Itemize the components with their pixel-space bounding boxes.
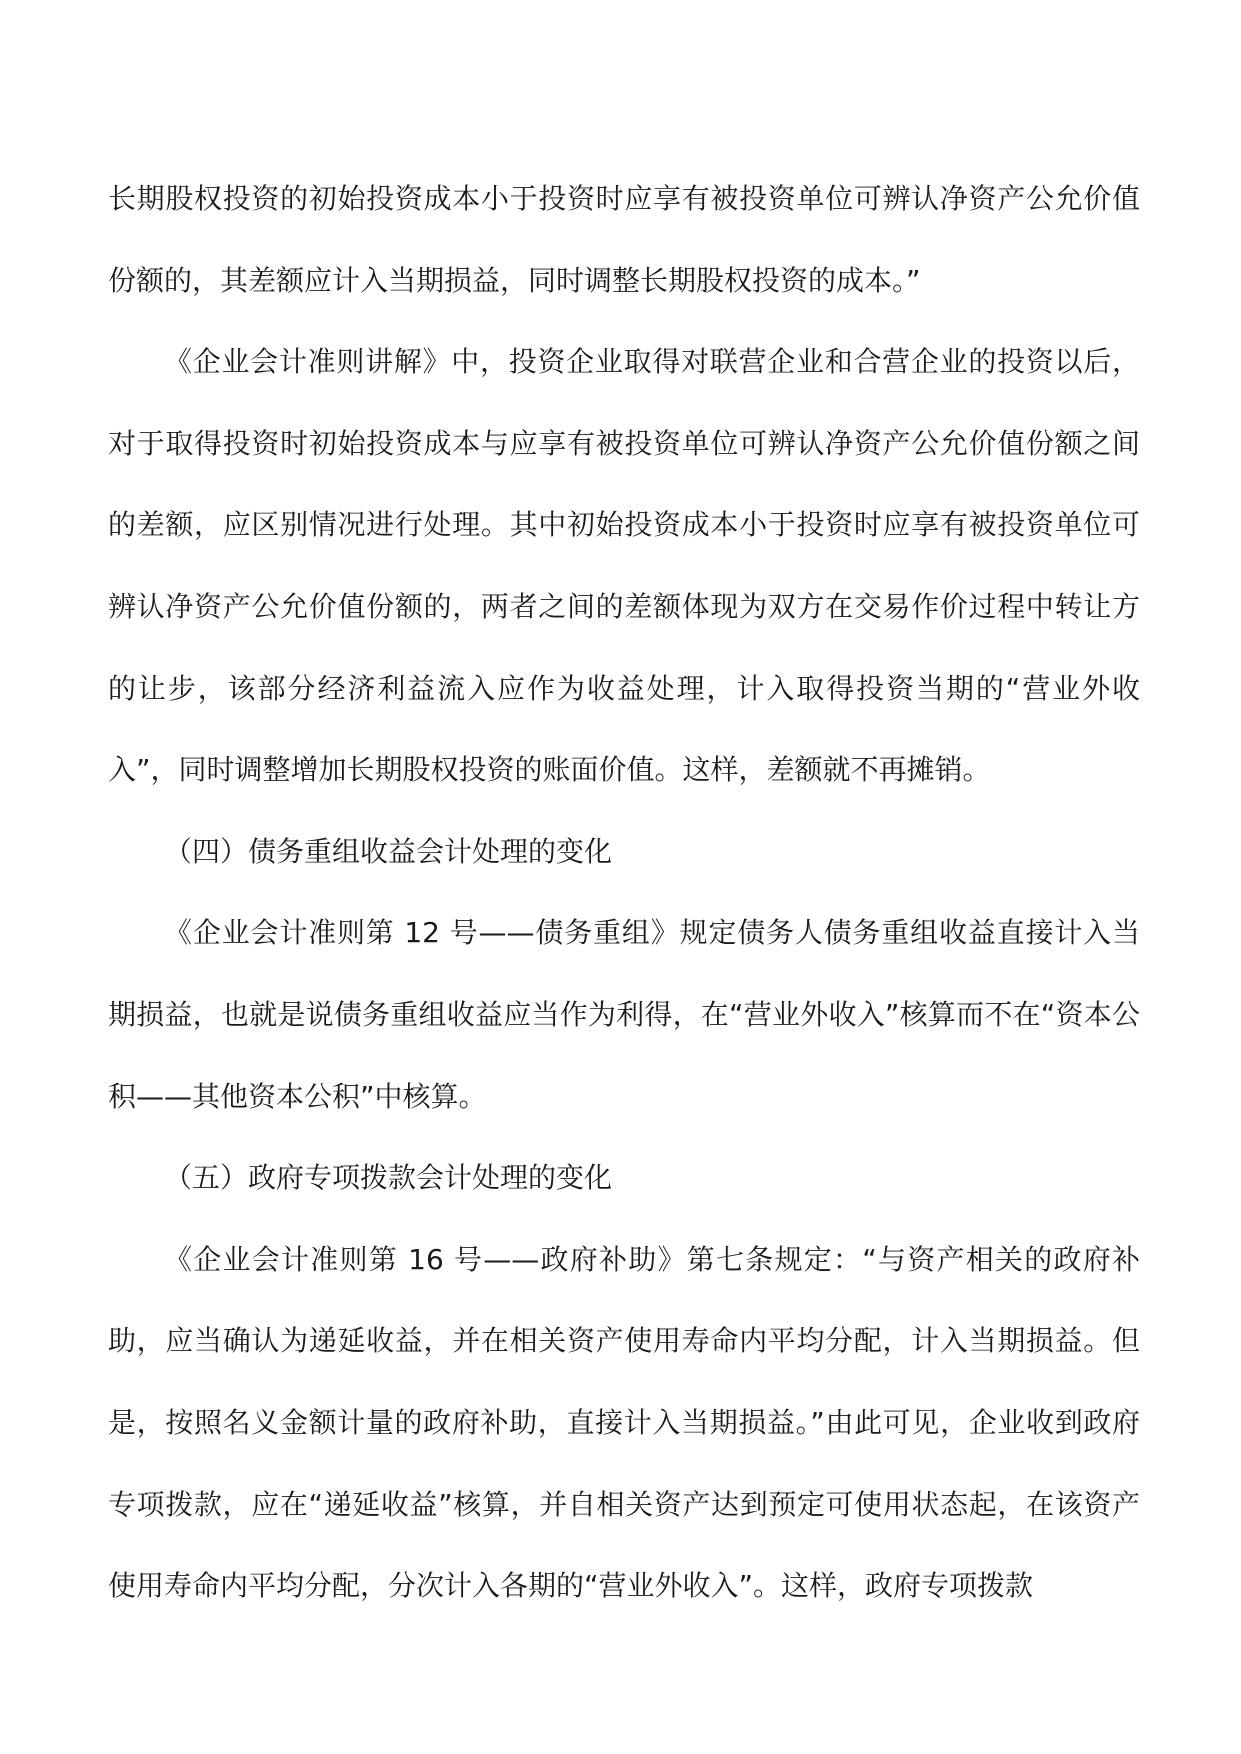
section-heading-debt-restructuring: （四）债务重组收益会计处理的变化 xyxy=(164,834,613,868)
paragraph-continuation: 长期股权投资的初始投资成本小于投资时应享有被投资单位可辨认净资产公允价值份额的，其差额应计入当期损益，同时调整长期股权投资的成本。” xyxy=(108,182,1140,297)
paragraph-equity-method: 《企业会计准则讲解》中，投资企业取得对联营企业和合营企业的投资以后，对于取得投资时初始投资成本与应享有被投资单位可辨认净资产公允价值份额之间的差额，应区别情况进行处理。其中初始投资成本小于投资时应享有被投资单位可辨认净资产公允价值份额的，两者之间的差额体现为双方在交易作价过程中转让方的让步，该部分经济利益流入应作为收益处理，计入取得投资当期的“营业外收入”，同时调整增加长期股权投资的账面价值。这样，差额就不再摊销。 xyxy=(108,345,1140,787)
section-heading-government-grants: （五）政府专项拨款会计处理的变化 xyxy=(164,1161,613,1195)
paragraph-government-grants: 《企业会计准则第 16 号——政府补助》第七条规定：“与资产相关的政府补助，应当确认为递延收益，并在相关资产使用寿命内平均分配，计入当期损益。但是，按照名义金额计量的政府补助，直接计入当期损益。”由此可见，企业收到政府专项拨款，应在“递延收益”核算，并自相关资产达到预定可使用状态起，在该资产使用寿命内平均分配，分次计入各期的“营业外收入”。这样，政府专项拨款 xyxy=(108,1242,1140,1603)
paragraph-debt-restructuring: 《企业会计准则第 12 号——债务重组》规定债务人债务重组收益直接计入当期损益，也就是说债务重组收益应当作为利得，在“营业外收入”核算而不在“资本公积——其他资本公积”中核算。 xyxy=(108,916,1140,1113)
document-page xyxy=(108,158,1140,1627)
